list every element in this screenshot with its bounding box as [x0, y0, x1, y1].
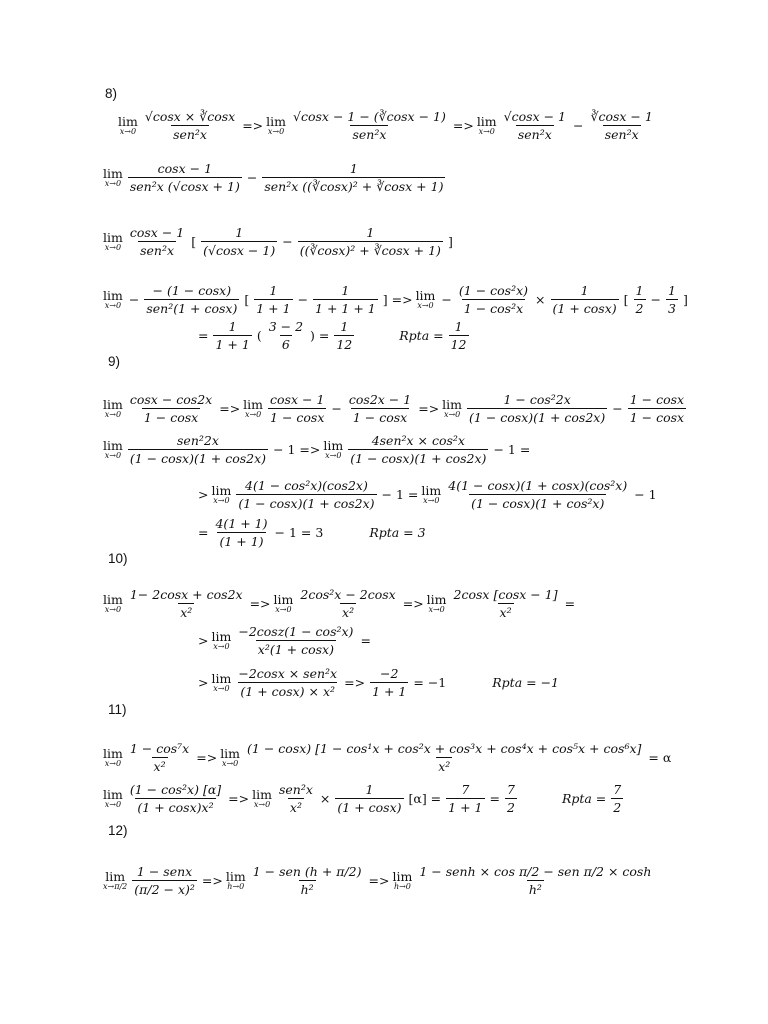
operator: =	[360, 632, 371, 648]
operator: −	[573, 117, 584, 133]
denominator: (1 − cosx)(1 + cos2x)	[238, 495, 375, 511]
denominator: (1 − cosx)(1 + cos2x)	[469, 409, 606, 425]
denominator: 1 − cos²x	[463, 300, 524, 316]
numerator: 1	[269, 282, 278, 298]
fraction	[589, 109, 655, 142]
problem-number: 9)	[108, 354, 121, 369]
equation-lead: >	[198, 674, 209, 690]
denominator: x²	[153, 758, 166, 774]
fraction	[128, 433, 268, 466]
operator: − 1 =>	[273, 441, 321, 457]
fraction	[245, 741, 643, 774]
problem-number: 11)	[108, 702, 127, 717]
fraction	[446, 782, 484, 815]
operator: [	[244, 291, 250, 307]
equation-lead: =	[198, 524, 209, 540]
lim-word: lim	[103, 592, 123, 607]
operator: −	[282, 233, 293, 249]
problem-number: 10)	[108, 551, 128, 566]
numerator: 1 − cosx	[629, 391, 685, 407]
fraction	[634, 283, 646, 316]
equation-line	[103, 429, 533, 469]
fraction	[132, 864, 197, 897]
answer-label: Rpta = −1	[492, 674, 560, 690]
equation-line	[195, 662, 562, 702]
operator: =>	[242, 117, 264, 133]
numerator: 1	[349, 160, 358, 176]
numerator: ∛cosx − 1	[590, 108, 653, 124]
equation-line	[103, 388, 688, 428]
limit-operator	[103, 592, 123, 614]
denominator: x²	[438, 758, 451, 774]
numerator: 7	[613, 781, 622, 797]
numerator: cosx − 1	[157, 160, 213, 176]
limit-operator	[266, 114, 286, 136]
fraction	[505, 782, 517, 815]
limit-operator	[103, 288, 123, 310]
limit-subscript: x→0	[253, 800, 271, 809]
fraction	[417, 864, 653, 897]
numerator: 1 − senx	[136, 863, 193, 879]
fraction	[611, 782, 623, 815]
denominator: (1 − cosx)(1 + cos2x)	[350, 450, 487, 466]
denominator: (1 − cosx)(1 + cos²x)	[471, 495, 605, 511]
limit-subscript: x→0	[104, 451, 122, 460]
fraction	[666, 283, 678, 316]
limit-operator	[427, 592, 447, 614]
operator: =>	[201, 872, 223, 888]
numerator: 1	[366, 224, 375, 240]
numerator: 3 − 2	[268, 318, 304, 334]
numerator: 1 − senh × cos π/2 − sen π/2 × cosh	[419, 863, 652, 879]
limit-operator	[323, 438, 343, 460]
operator: =>	[196, 749, 218, 765]
operator: −	[297, 291, 309, 307]
lim-word: lim	[105, 869, 126, 884]
limit-operator	[220, 746, 240, 768]
fraction	[236, 478, 376, 511]
operator: =	[564, 595, 576, 611]
problem-number: 8)	[105, 86, 118, 101]
limit-operator	[103, 230, 123, 252]
denominator: 1 + 1 + 1	[315, 300, 376, 316]
denominator: x²	[289, 799, 302, 815]
numerator: − (1 − cosx)	[152, 282, 232, 298]
limit-operator	[103, 787, 123, 809]
equation-line	[195, 512, 429, 552]
limit-subscript: x→0	[104, 605, 122, 614]
operator: =>	[249, 595, 271, 611]
limit-subscript: x→0	[267, 127, 285, 136]
denominator: 2	[506, 799, 515, 815]
lim-word: lim	[476, 114, 497, 129]
denominator: (1 − cosx)(1 + cos2x)	[129, 450, 267, 466]
fraction	[143, 109, 237, 142]
lim-word: lim	[211, 671, 232, 686]
fraction	[370, 666, 408, 699]
limit-subscript: h→0	[393, 882, 411, 891]
fraction	[236, 624, 355, 657]
limit-subscript: x→0	[104, 179, 122, 188]
numerator: cosx − 1	[270, 391, 325, 407]
denominator: 1 + 1	[448, 799, 483, 815]
denominator: sen²x	[352, 126, 387, 142]
denominator: (1 + cosx)x²	[137, 799, 214, 815]
limit-subscript: x→0	[417, 301, 434, 310]
denominator: sen²x	[604, 126, 639, 142]
answer-label: Rpta =	[561, 790, 607, 806]
fraction	[254, 283, 292, 316]
numerator: √cosx − 1	[503, 108, 567, 124]
limit-operator	[103, 869, 127, 891]
fraction	[201, 225, 277, 258]
operator: [	[623, 291, 629, 307]
numerator: sen²x	[278, 781, 313, 797]
lim-word: lim	[103, 787, 123, 802]
denominator: sen²x (√cosx + 1)	[129, 178, 240, 194]
operator: ] =>	[382, 291, 413, 307]
lim-word: lim	[273, 592, 294, 607]
denominator: (√cosx − 1)	[203, 242, 276, 258]
operator: −	[128, 291, 140, 307]
operator: −	[246, 169, 258, 185]
lim-word: lim	[243, 397, 264, 412]
limit-operator	[477, 114, 497, 136]
operator: −	[441, 291, 452, 307]
limit-subscript: x→0	[213, 684, 230, 693]
limit-subscript: x→0	[244, 410, 262, 419]
fraction	[313, 283, 378, 316]
denominator: (1 + cosx)	[552, 300, 617, 316]
numerator: (1 − cosx) [1 − cos¹x + cos²x + cos³x + cos⁴x + cos⁵x + cos⁶x]	[247, 740, 642, 756]
denominator: (1 + cosx)	[337, 799, 402, 815]
denominator: 1 + 1	[256, 300, 291, 316]
answer-label: Rpta =	[399, 327, 444, 343]
operator: =>	[402, 595, 424, 611]
operator: = α	[648, 749, 672, 765]
limit-subscript: x→0	[104, 301, 122, 310]
limit-operator	[243, 397, 263, 419]
numerator: 1	[228, 318, 237, 334]
lim-word: lim	[103, 230, 123, 245]
limit-subscript: x→0	[104, 800, 122, 809]
lim-word: lim	[103, 288, 123, 303]
fraction	[128, 782, 223, 815]
lim-word: lim	[252, 787, 272, 802]
numerator: 1	[454, 318, 463, 334]
denominator: 1 − cosx	[352, 409, 408, 425]
denominator: h²	[300, 881, 314, 897]
denominator: h²	[528, 881, 542, 897]
limit-subscript: x→0	[275, 605, 292, 614]
fraction	[446, 478, 629, 511]
limit-operator	[416, 288, 436, 310]
denominator: sen²x	[517, 126, 552, 142]
limit-operator	[103, 746, 123, 768]
denominator: 1 + 1	[372, 683, 407, 699]
limit-operator	[103, 438, 123, 460]
operator: (	[256, 327, 262, 343]
operator: =>	[219, 400, 241, 416]
fraction	[213, 319, 251, 352]
operator: [α] =	[408, 790, 442, 806]
problem-number: 12)	[108, 823, 128, 838]
numerator: 1	[341, 282, 350, 298]
limit-subscript: x→0	[325, 451, 342, 460]
lim-word: lim	[211, 629, 232, 644]
fraction	[128, 225, 186, 258]
numerator: 1 − cos⁷x	[129, 740, 190, 756]
fraction	[467, 392, 607, 425]
numerator: −2	[380, 665, 399, 681]
numerator: (1 − cos²x)	[458, 282, 529, 298]
fraction	[348, 433, 488, 466]
lim-word: lim	[426, 592, 447, 607]
fraction	[267, 319, 305, 352]
lim-word: lim	[421, 483, 442, 498]
fraction	[452, 587, 560, 620]
numerator: −2cosz(1 − cos²x)	[238, 623, 354, 639]
fraction	[457, 283, 530, 316]
fraction	[449, 319, 469, 352]
numerator: √cosx × ∛cosx	[144, 108, 236, 124]
numerator: −2cosx × sen²x	[238, 665, 338, 681]
numerator: 4(1 + 1)	[215, 515, 268, 531]
fraction	[298, 225, 443, 258]
operator: ×	[319, 790, 331, 806]
fraction	[334, 319, 354, 352]
numerator: 1	[340, 318, 349, 334]
lim-word: lim	[118, 114, 138, 129]
operator: ) =	[310, 327, 330, 343]
fraction	[335, 782, 403, 815]
lim-word: lim	[323, 438, 344, 453]
numerator: √cosx − 1 − (∛cosx − 1)	[293, 108, 446, 124]
fraction	[502, 109, 568, 142]
limit-operator	[392, 869, 412, 891]
limit-subscript: x→π/2	[103, 882, 128, 891]
limit-operator	[442, 397, 462, 419]
limit-subscript: x→0	[104, 410, 122, 419]
lim-word: lim	[103, 166, 123, 181]
equation-line	[103, 860, 655, 900]
denominator: x²	[180, 604, 193, 620]
equation-line	[103, 157, 447, 197]
limit-subscript: x→0	[443, 410, 461, 419]
limit-operator	[226, 869, 246, 891]
denominator: x²	[342, 604, 355, 620]
lim-word: lim	[415, 288, 436, 303]
limit-subscript: x→0	[221, 759, 239, 768]
numerator: 1 − cos²2x	[503, 391, 571, 407]
numerator: (1 − cos²x) [α]	[129, 781, 222, 797]
denominator: x²	[499, 604, 512, 620]
numerator: 1	[635, 282, 644, 298]
fraction	[291, 109, 448, 142]
fraction	[213, 516, 269, 549]
numerator: cosx − cos2x	[129, 391, 213, 407]
fraction	[277, 782, 315, 815]
equation-lead: >	[198, 632, 209, 648]
lim-word: lim	[225, 869, 246, 884]
lim-word: lim	[220, 746, 241, 761]
numerator: 7	[461, 781, 470, 797]
limit-operator	[211, 483, 231, 505]
lim-word: lim	[103, 397, 123, 412]
denominator: sen²x ((∛cosx)² + ∛cosx + 1)	[264, 178, 444, 194]
equation-lead: =	[198, 327, 209, 343]
denominator: 2	[635, 300, 644, 316]
lim-word: lim	[103, 438, 123, 453]
numerator: 1− 2cosx + cos2x	[129, 586, 243, 602]
denominator: (1 + 1)	[219, 533, 264, 549]
limit-subscript: x→0	[423, 496, 440, 505]
limit-subscript: h→0	[227, 882, 245, 891]
lim-word: lim	[392, 869, 413, 884]
denominator: 1 − cosx	[629, 409, 685, 425]
numerator: cosx − 1	[129, 224, 185, 240]
limit-subscript: x→0	[213, 642, 230, 651]
numerator: 4sen²x × cos²x	[371, 432, 465, 448]
equation-line	[103, 221, 456, 261]
operator: = −1	[413, 674, 447, 690]
numerator: 2cosx [cosx − 1]	[453, 586, 558, 602]
equation-line	[103, 737, 674, 777]
operator: −	[331, 400, 342, 416]
limit-operator	[421, 483, 441, 505]
denominator: 6	[281, 336, 290, 352]
denominator: sen²(1 + cosx)	[146, 300, 238, 316]
lim-word: lim	[266, 114, 287, 129]
equation-line	[103, 778, 625, 818]
numerator: 1	[580, 282, 589, 298]
denominator: 2	[613, 799, 622, 815]
denominator: 1 + 1	[215, 336, 250, 352]
operator: =>	[368, 872, 390, 888]
lim-word: lim	[442, 397, 463, 412]
denominator: (π/2 − x)²	[134, 881, 195, 897]
equation-line	[103, 583, 578, 623]
denominator: 1 − cosx	[270, 409, 325, 425]
equation-line	[195, 474, 660, 514]
operator: −	[612, 400, 623, 416]
denominator: 1 − cosx	[143, 409, 199, 425]
fraction	[128, 587, 245, 620]
operator: − 1 =	[381, 486, 419, 502]
numerator: 7	[506, 781, 515, 797]
equation-line	[118, 105, 657, 145]
denominator: 12	[450, 336, 467, 352]
fraction	[347, 392, 413, 425]
equation-line	[195, 620, 374, 660]
operator: =>	[452, 117, 474, 133]
fraction	[128, 161, 242, 194]
operator: − 1	[634, 486, 657, 502]
numerator: 1	[235, 224, 244, 240]
limit-subscript: x→0	[104, 243, 122, 252]
fraction	[128, 741, 191, 774]
denominator: sen²x	[140, 242, 175, 258]
operator: [	[191, 233, 197, 249]
numerator: 2cos²x − 2cosx	[300, 586, 396, 602]
limit-operator	[118, 114, 138, 136]
limit-subscript: x→0	[428, 605, 445, 614]
limit-subscript: x→0	[119, 127, 137, 136]
fraction	[298, 587, 397, 620]
numerator: 1	[667, 282, 676, 298]
answer-label: Rpta = 3	[369, 524, 426, 540]
fraction	[236, 666, 339, 699]
lim-word: lim	[103, 746, 123, 761]
equation-line	[103, 279, 691, 319]
limit-operator	[103, 166, 123, 188]
equation-lead: >	[198, 486, 209, 502]
operator: ×	[535, 291, 546, 307]
operator: =>	[228, 790, 250, 806]
numerator: 4(1 − cos²x)(cos2x)	[245, 477, 368, 493]
numerator: 1 − sen (h + π/2)	[252, 863, 362, 879]
numerator: cos2x − 1	[348, 391, 412, 407]
numerator: sen²2x	[177, 432, 219, 448]
limit-subscript: x→0	[213, 496, 230, 505]
denominator: x²(1 + cosx)	[257, 641, 334, 657]
operator: =>	[418, 400, 440, 416]
limit-operator	[211, 671, 231, 693]
limit-operator	[274, 592, 294, 614]
limit-subscript: x→0	[478, 127, 495, 136]
fraction	[128, 392, 214, 425]
operator: =	[489, 790, 500, 806]
fraction	[628, 392, 686, 425]
denominator: (1 + cosx) × x²	[240, 683, 336, 699]
limit-subscript: x→0	[104, 759, 122, 768]
equation-line	[195, 315, 471, 355]
denominator: ((∛cosx)² + ∛cosx + 1)	[299, 242, 441, 258]
operator: − 1 =	[493, 441, 531, 457]
numerator: 1	[365, 781, 374, 797]
lim-word: lim	[211, 483, 232, 498]
fraction	[251, 864, 364, 897]
limit-operator	[252, 787, 272, 809]
numerator: 4(1 − cosx)(1 + cosx)(cos²x)	[448, 477, 628, 493]
denominator: 3	[667, 300, 676, 316]
operator: ]	[682, 291, 688, 307]
denominator: 12	[336, 336, 353, 352]
operator: ]	[447, 233, 453, 249]
operator: − 1 = 3	[274, 524, 324, 540]
limit-operator	[211, 629, 231, 651]
operator: −	[650, 291, 661, 307]
fraction	[551, 283, 619, 316]
denominator: sen²x	[173, 126, 207, 142]
fraction	[262, 161, 445, 194]
operator: =>	[344, 674, 366, 690]
fraction	[144, 283, 239, 316]
limit-operator	[103, 397, 123, 419]
fraction	[268, 392, 326, 425]
